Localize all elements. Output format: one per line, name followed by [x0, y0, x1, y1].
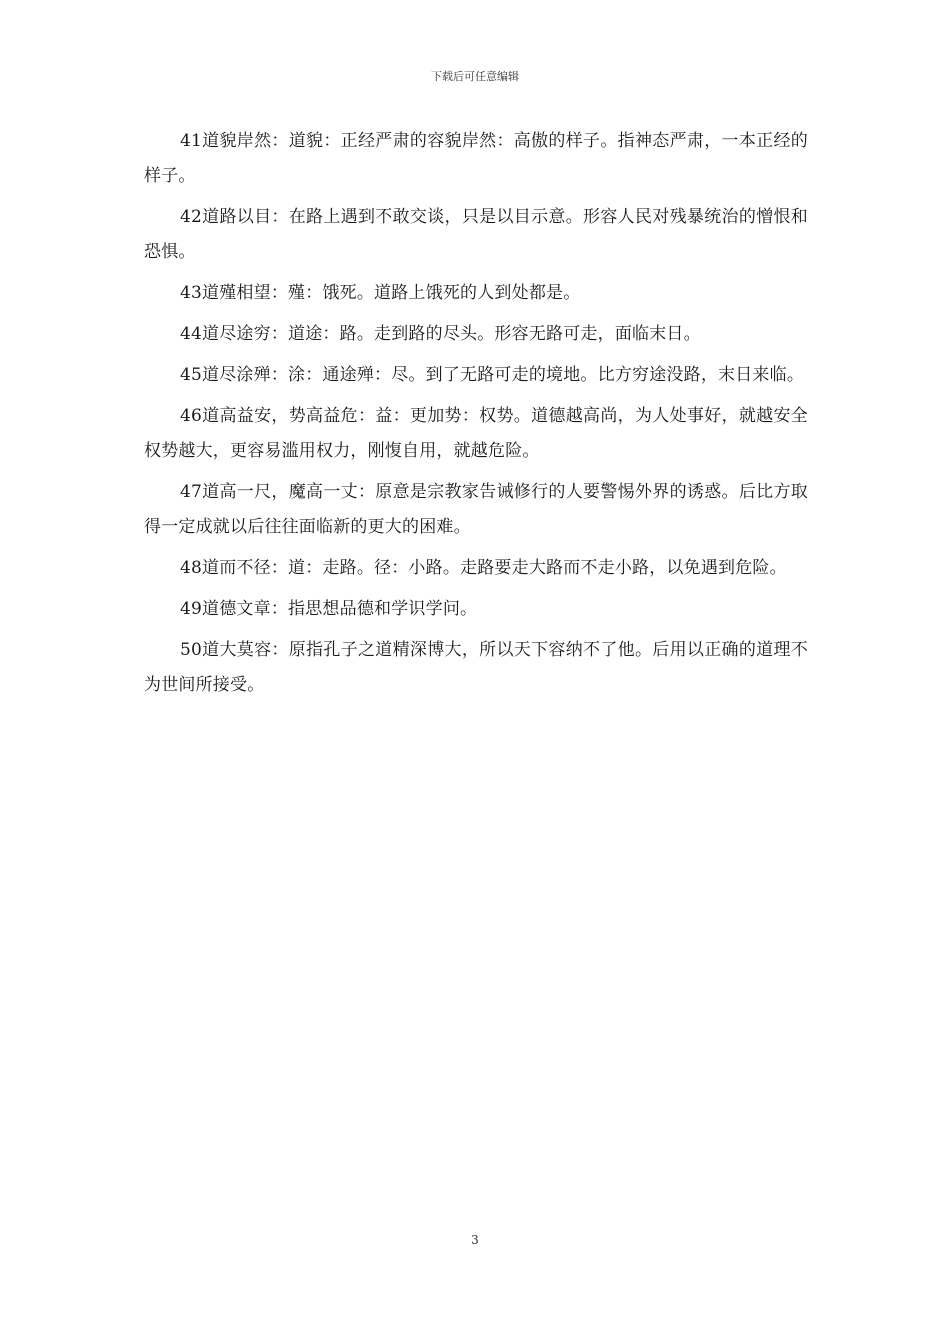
idiom-entry-41: 41道貌岸然：道貌：正经严肃的容貌岸然：高傲的样子。指神态严肃，一本正经的样子。 [144, 131, 808, 186]
page-number: 3 [471, 1233, 479, 1247]
idiom-entry-45: 45道尽涂殚：涂：通途殚：尽。到了无路可走的境地。比方穷途没路，末日来临。 [180, 365, 805, 385]
page-header: 下载后可任意编辑 [431, 70, 519, 83]
idiom-entry-47: 47道高一尺，魔高一丈：原意是宗教家告诫修行的人要警惕外界的诱惑。后比方取得一定成就以后往往面临新的更大的困难。 [144, 482, 808, 537]
idiom-entry-43: 43道殣相望：殣：饿死。道路上饿死的人到处都是。 [180, 283, 581, 303]
idiom-entry-48: 48道而不径：道：走路。径：小路。走路要走大路而不走小路，以免遇到危险。 [180, 558, 787, 578]
idiom-entry-44: 44道尽途穷：道途：路。走到路的尽头。形容无路可走，面临末日。 [180, 324, 701, 344]
idiom-entry-46: 46道高益安，势高益危：益：更加势：权势。道德越高尚，为人处事好，就越安全权势越大，更容易滥用权力，刚愎自用，就越危险。 [144, 406, 808, 461]
idiom-entry-49: 49道德文章：指思想品德和学识学问。 [180, 599, 478, 619]
document-body [144, 124, 808, 709]
idiom-entry-50: 50道大莫容：原指孔子之道精深博大，所以天下容纳不了他。后用以正确的道理不为世间所接受。 [144, 640, 808, 695]
idiom-entry-42: 42道路以目：在路上遇到不敢交谈，只是以目示意。形容人民对残暴统治的憎恨和恐惧。 [144, 207, 808, 262]
